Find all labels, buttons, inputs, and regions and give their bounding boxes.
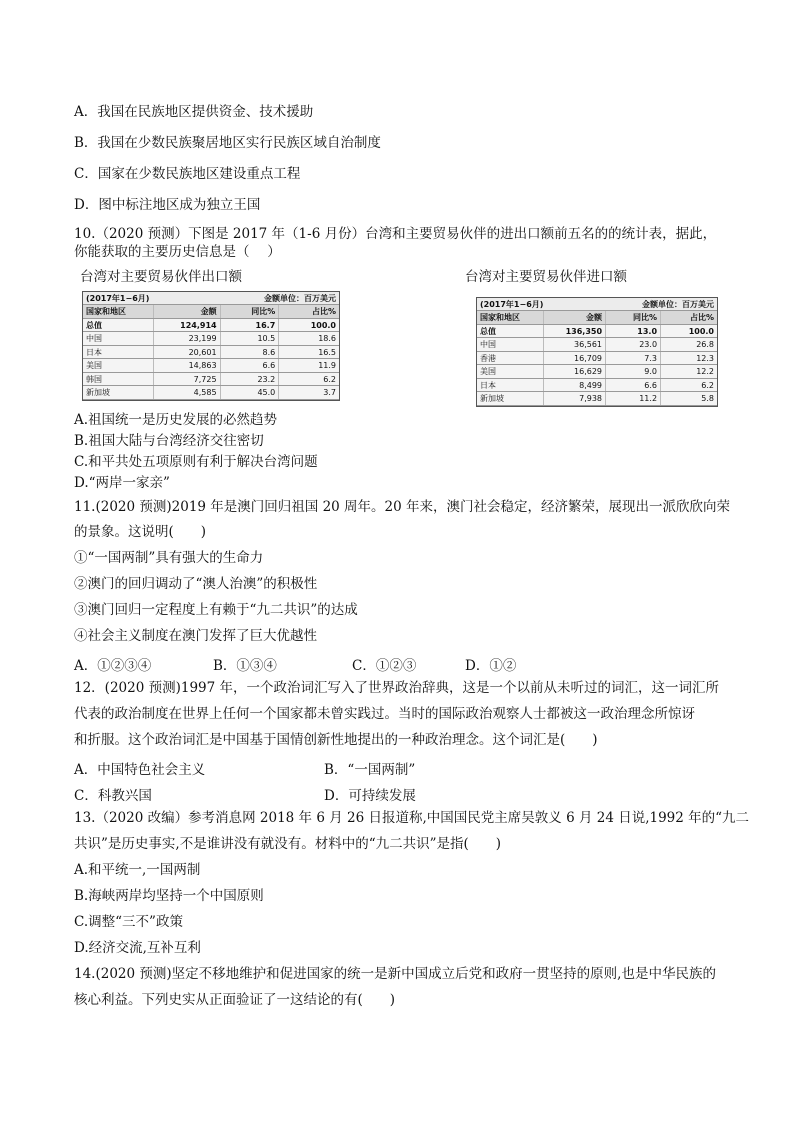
- export-header-region: 国家和地区: [83, 305, 154, 319]
- import-cell: 日本: [477, 378, 543, 392]
- q10-option-b: B.祖国大陆与台湾经济交往密切: [74, 433, 264, 449]
- q9-option-a: A．我国在民族地区提供资金、技术援助: [74, 104, 314, 120]
- import-table: [476, 297, 718, 407]
- import-cell: 8,499: [543, 378, 605, 392]
- table-row: [83, 386, 339, 400]
- export-table-period: (2017年1−6月): [83, 292, 220, 305]
- q12-option-a: A．中国特色社会主义: [74, 762, 206, 778]
- export-cell: 6.6: [220, 359, 279, 373]
- export-header-yoy: 同比%: [220, 305, 279, 319]
- import-cell: 23.0: [606, 338, 661, 352]
- table-row: [477, 392, 717, 406]
- import-cell: 16,629: [543, 365, 605, 379]
- import-cell: 新加坡: [477, 392, 543, 406]
- q11-statement-1: ①“一国两制”具有强大的生命力: [74, 550, 264, 566]
- import-cell: 总值: [477, 324, 543, 338]
- import-cell: 26.8: [661, 338, 717, 352]
- export-cell: 23,199: [154, 332, 220, 346]
- import-cell: 11.2: [606, 392, 661, 406]
- table-row: [477, 351, 717, 365]
- q13-option-d: D.经济交流,互补互利: [74, 940, 201, 956]
- q12-options-row1: [74, 758, 574, 778]
- import-table-unit: 金额单位：百万美元: [606, 298, 717, 311]
- export-cell: 中国: [83, 332, 154, 346]
- q12-stem-line3: 和折服。这个政治词汇是中国基于国情创新性地提出的一种政治理念。这个词汇是( ): [74, 732, 598, 748]
- export-table: [82, 291, 340, 401]
- table-row: [83, 359, 339, 373]
- q11-statement-3: ③澳门回归一定程度上有赖于“九二共识”的达成: [74, 602, 358, 618]
- import-cell: 6.6: [606, 378, 661, 392]
- q11-stem-line1: 11.(2020 预测)2019 年是澳门回归祖国 20 周年。20 年来，澳门社会稳定，经济繁荣，展现出一派欣欣向荣: [74, 499, 731, 515]
- q12-option-b: B．“一国两制”: [324, 762, 416, 778]
- table-row: [477, 365, 717, 379]
- q12-stem-line2: 代表的政治制度在世界上任何一个国家都未曾实践过。当时的国际政治观察人士都被这一政治理念所惊讶: [74, 706, 695, 722]
- import-cell: 美国: [477, 365, 543, 379]
- q9-option-b: B．我国在少数民族聚居地区实行民族区域自治制度: [74, 135, 381, 151]
- q14-stem-line2: 核心利益。下列史实从正面验证了一这结论的有( ): [74, 992, 396, 1008]
- q10-stem-line1: 10.（2020 预测）下图是 2017 年（1-6 月份）台湾和主要贸易伙伴的进出口额前五名的的统计表，据此，: [74, 226, 717, 242]
- q10-stem-line2: 你能获取的主要历史信息是（ ）: [74, 244, 281, 260]
- q13-option-b: B.海峡两岸均坚持一个中国原则: [74, 888, 264, 904]
- import-table-caption: 台湾对主要贸易伙伴进口额: [465, 269, 627, 285]
- q11-stem-line2: 的景象。这说明( ): [74, 524, 207, 540]
- export-header-amount: 金额: [154, 305, 220, 319]
- import-header-amount: 金额: [543, 311, 605, 325]
- import-cell: 100.0: [661, 324, 717, 338]
- export-cell: 16.7: [220, 318, 279, 332]
- export-cell: 8.6: [220, 345, 279, 359]
- import-header-region: 国家和地区: [477, 311, 543, 325]
- table-row: [83, 345, 339, 359]
- q10-option-c: C.和平共处五项原则有利于解决台湾问题: [74, 454, 318, 470]
- export-table-unit: 金额单位：百万美元: [220, 292, 339, 305]
- q12-options-row2: [74, 784, 574, 804]
- import-cell: 香港: [477, 351, 543, 365]
- import-cell: 16,709: [543, 351, 605, 365]
- table-row: [477, 338, 717, 352]
- export-cell: 6.2: [279, 372, 339, 386]
- import-header-yoy: 同比%: [606, 311, 661, 325]
- table-row: [83, 318, 339, 332]
- q9-option-d: D．图中标注地区成为独立王国: [74, 197, 261, 213]
- export-cell: 14,863: [154, 359, 220, 373]
- q11-options: [74, 654, 574, 674]
- q13-stem-line2: 共识”是历史事实,不是谁讲没有就没有。材料中的“九二共识”是指( ): [74, 836, 502, 852]
- import-cell: 7,938: [543, 392, 605, 406]
- import-cell: 12.2: [661, 365, 717, 379]
- export-cell: 11.9: [279, 359, 339, 373]
- export-cell: 韩国: [83, 372, 154, 386]
- export-cell: 18.6: [279, 332, 339, 346]
- q9-option-c: C．国家在少数民族地区建设重点工程: [74, 166, 301, 182]
- q10-option-d: D.“两岸一家亲”: [74, 475, 170, 491]
- table-row: [477, 378, 717, 392]
- q11-option-c: C．①②③: [352, 658, 417, 674]
- import-cell: 6.2: [661, 378, 717, 392]
- export-cell: 美国: [83, 359, 154, 373]
- export-cell: 23.2: [220, 372, 279, 386]
- table-row: [83, 332, 339, 346]
- export-cell: 10.5: [220, 332, 279, 346]
- q13-option-c: C.调整“三不”政策: [74, 914, 183, 930]
- table-row: [477, 324, 717, 338]
- import-cell: 36,561: [543, 338, 605, 352]
- q10-option-a: A.祖国统一是历史发展的必然趋势: [74, 412, 278, 428]
- import-cell: 5.8: [661, 392, 717, 406]
- import-header-share: 占比%: [661, 311, 717, 325]
- q11-option-a: A．①②③④: [74, 658, 152, 674]
- q12-option-c: C．科教兴国: [74, 788, 152, 804]
- import-cell: 中国: [477, 338, 543, 352]
- import-cell: 7.3: [606, 351, 661, 365]
- q13-stem-line1: 13.（2020 改编）参考消息网 2018 年 6 月 26 日报道称,中国国民党主席吴敦义 6 月 24 日说,1992 年的“九二: [74, 810, 750, 826]
- import-cell: 136,350: [543, 324, 605, 338]
- export-cell: 45.0: [220, 386, 279, 400]
- table-row: [83, 372, 339, 386]
- q13-option-a: A.和平统一,一国两制: [74, 862, 201, 878]
- q12-option-d: D．可持续发展: [324, 788, 416, 804]
- q12-stem-line1: 12．(2020 预测)1997 年，一个政治词汇写入了世界政治辞典，这是一个以前从未听过的词汇，这一词汇所: [74, 680, 720, 696]
- q11-statement-2: ②澳门的回归调动了“澳人治澳”的积极性: [74, 576, 318, 592]
- export-cell: 新加坡: [83, 386, 154, 400]
- import-cell: 12.3: [661, 351, 717, 365]
- import-cell: 9.0: [606, 365, 661, 379]
- export-cell: 16.5: [279, 345, 339, 359]
- export-cell: 总值: [83, 318, 154, 332]
- export-cell: 124,914: [154, 318, 220, 332]
- export-cell: 7,725: [154, 372, 220, 386]
- q11-option-b: B．①③④: [213, 658, 277, 674]
- export-cell: 100.0: [279, 318, 339, 332]
- q11-statement-4: ④社会主义制度在澳门发挥了巨大优越性: [74, 628, 317, 644]
- export-header-share: 占比%: [279, 305, 339, 319]
- q14-stem-line1: 14.(2020 预测)坚定不移地维护和促进国家的统一是新中国成立后党和政府一贯坚持的原则,也是中华民族的: [74, 966, 716, 982]
- export-table-caption: 台湾对主要贸易伙伴出口额: [80, 269, 242, 285]
- export-cell: 日本: [83, 345, 154, 359]
- export-cell: 3.7: [279, 386, 339, 400]
- import-cell: 13.0: [606, 324, 661, 338]
- export-cell: 4,585: [154, 386, 220, 400]
- q11-option-d: D．①②: [465, 658, 517, 674]
- export-cell: 20,601: [154, 345, 220, 359]
- import-table-period: (2017年1−6月): [477, 298, 606, 311]
